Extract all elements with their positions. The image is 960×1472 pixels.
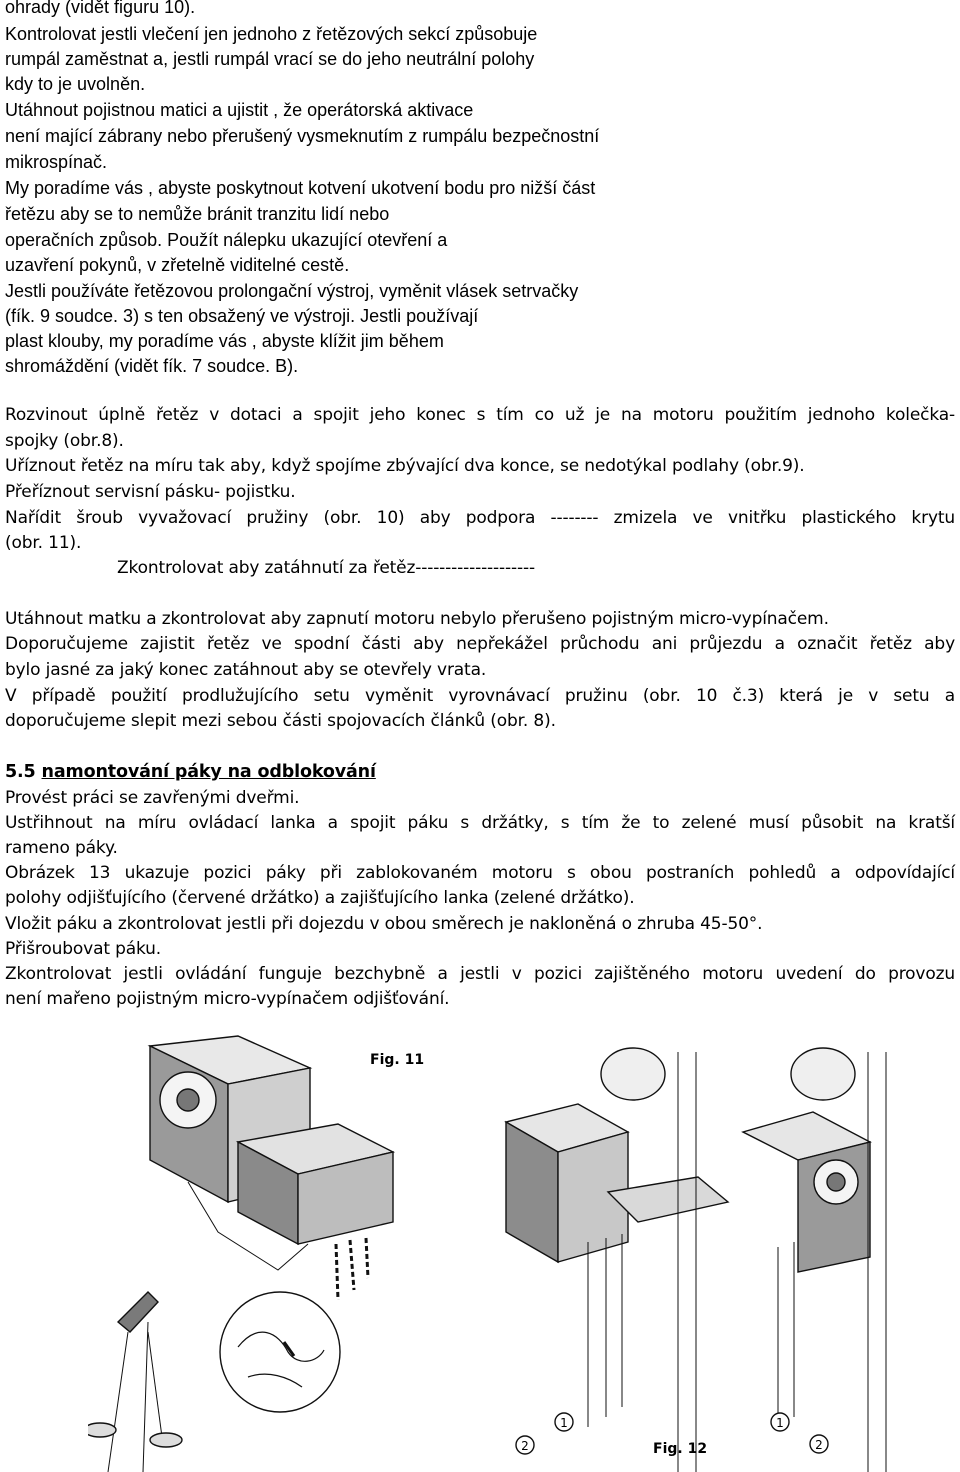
text-line: My poradíme vás , abyste poskytnout kotvení ukotvení bodu pro nižší část — [5, 178, 596, 198]
installation-illustration — [88, 1032, 960, 1472]
text-line: Utáhnout pojistnou matici a ujistit , že operátorská aktivace — [5, 100, 474, 120]
paragraph-line: Vložit páku a zkontrolovat jestli při dojezdu v obou směrech je nakloněná o zhruba 45-50°. — [5, 914, 763, 934]
callout-2-right — [810, 1435, 828, 1453]
callout-1-left — [555, 1413, 573, 1431]
motor-illustration — [150, 1036, 393, 1270]
paragraph-line: Rozvinout úplně řetěz v dotaci a spojit jeho konec s tím co už je na motoru použitím jednoho kolečka- — [5, 405, 955, 425]
paragraph-line: polohy odjišťujícího (červené držátko) a zajišťujícího lanka (zelené držátko). — [5, 888, 635, 908]
paragraph-line: není mařeno pojistným micro-vypínačem odjišťování. — [5, 989, 450, 1009]
text-line: ohrady (vidět figuru 10). — [5, 0, 196, 17]
paragraph-line: (obr. 11). — [5, 533, 82, 553]
paragraph-line: doporučujeme slepit mezi sebou části spojovacích článků (obr. 8). — [5, 711, 556, 731]
text-line: řetězu aby se to nemůže bránit tranzitu lidí nebo — [5, 204, 390, 224]
chain-illustration — [336, 1238, 368, 1300]
svg-text:2: 2 — [815, 1438, 823, 1452]
fig11-label: Fig. 11 — [370, 1052, 425, 1068]
text-line: Kontrolovat jestli vlečení jen jednoho z řetězových sekcí způsobuje — [5, 24, 538, 44]
text-line: kdy to je uvolněn. — [5, 74, 146, 94]
callout-2-left — [516, 1436, 534, 1454]
paragraph-line: Nařídit šroub vyvažovací pružiny (obr. 10) aby podpora -------- zmizela ve vnitřku plastického krytu — [5, 508, 955, 528]
text-line: mikrospínač. — [5, 152, 108, 172]
fig12-label: Fig. 12 — [653, 1441, 708, 1457]
paragraph-line: rameno páky. — [5, 838, 118, 858]
text-line: uzavření pokynů, v zřetelně viditelné cestě. — [5, 255, 350, 275]
paragraph-line: spojky (obr.8). — [5, 431, 124, 451]
svg-text:1: 1 — [776, 1416, 784, 1430]
text-line: (fík. 9 soudce. 3) s ten obsažený ve výstroji. Jestli používají — [5, 306, 479, 326]
text-line: Jestli používáte řetězovou prolongační výstroj, vyměnit vlásek setrvačky — [5, 281, 579, 301]
paragraph-line: Ustřihnout na míru ovládací lanka a spojit páku s držátky, s tím že to zelené musí působit na kratší — [5, 813, 955, 833]
release-lever-illustration — [88, 1292, 182, 1472]
section-number: 5.5 — [5, 762, 36, 782]
svg-text:1: 1 — [560, 1416, 568, 1430]
section-title: namontování páky na odblokování — [41, 762, 376, 782]
text-line: operačních způsob. Použít nálepku ukazující otevření a — [5, 230, 448, 250]
section-heading — [5, 761, 376, 784]
paragraph-line: Uříznout řetěz na míru tak aby, když spojíme zbývající dva konce, se nedotýkal podlahy (obr.9). — [5, 456, 805, 476]
paragraph-line: Zkontrolovat jestli ovládání funguje bezchybně a jestli v pozici zajištěného motoru uvedení do provozu — [5, 964, 955, 984]
text-line: není mající zábrany nebo přerušený vysmeknutím z rumpálu bezpečnostní — [5, 126, 600, 146]
paragraph-line: V případě použití prodlužujícího setu vyměnit vyrovnávací pružinu (obr. 10 č.3) která je v setu a — [5, 686, 955, 706]
door-guide-rails — [678, 1052, 886, 1472]
callout-1-right — [771, 1413, 789, 1431]
paragraph-line: Doporučujeme zajistit řetěz ve spodní části aby nepřekážel průchodu ani průjezdu a označit řetěz aby — [5, 634, 955, 654]
paragraph-line: Přeříznout servisní pásku- pojistku. — [5, 482, 296, 502]
hands-illustration — [220, 1292, 340, 1412]
text-line: plast klouby, my poradíme vás , abyste klížit jim během — [5, 331, 444, 351]
motor-view-right — [743, 1048, 870, 1427]
paragraph-line: bylo jasné za jaký konec zatáhnout aby se otevřely vrata. — [5, 660, 487, 680]
paragraph-line: Provést práci se zavřenými dveřmi. — [5, 788, 300, 808]
text-line: rumpál zaměstnat a, jestli rumpál vrací se do jeho neutrální polohy — [5, 49, 535, 69]
paragraph-line: Přišroubovat páku. — [5, 939, 162, 959]
motor-view-left — [506, 1048, 728, 1427]
paragraph-line: Utáhnout matku a zkontrolovat aby zapnutí motoru nebylo přerušeno pojistným micro-vypínačem. — [5, 609, 829, 629]
paragraph-line: Obrázek 13 ukazuje pozici páky při zablokovaném motoru s obou postraních pohledů a odpovídající — [5, 863, 955, 883]
text-line: shromáždění (vidět fík. 7 soudce. B). — [5, 356, 299, 376]
svg-text:2: 2 — [521, 1439, 529, 1453]
paragraph-line: Zkontrolovat aby zatáhnutí za řetěz-------------------- — [117, 558, 535, 578]
